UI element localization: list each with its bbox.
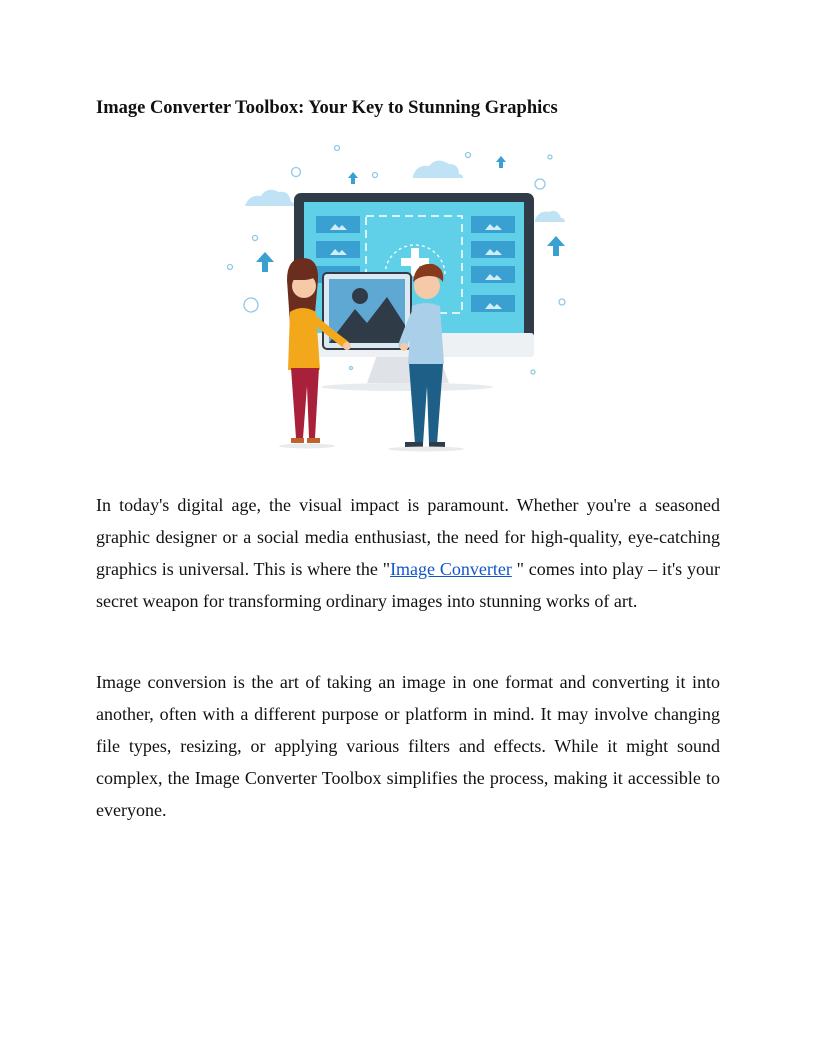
- page-title: Image Converter Toolbox: Your Key to Stunning Graphics: [96, 98, 558, 118]
- illustration: [227, 140, 577, 455]
- intro-paragraph: [96, 489, 720, 617]
- image-converter-link[interactable]: Image Converter: [390, 559, 512, 579]
- intro-text-end: " comes into play – it's your secret weapon for transforming ordinary images into stunning works of art.: [96, 559, 720, 611]
- conversion-paragraph: Image conversion is the art of taking an image in one format and converting it into another, often with a different purpose or platform in mind. It may involve changing file types, resizing, or applying various filters and effects. While it might sound complex, the Image Converter Toolbox simplifies the process, making it accessible to everyone.: [96, 672, 720, 820]
- intro-text-start: In today's digital age, the visual impact is paramount. Whether you're a seasoned graphic designer or a social media enthusiast, the need for high-quality, eye-catching graphics is universal. This is where the ": [96, 495, 720, 579]
- image-converter-illustration-icon: [227, 140, 577, 455]
